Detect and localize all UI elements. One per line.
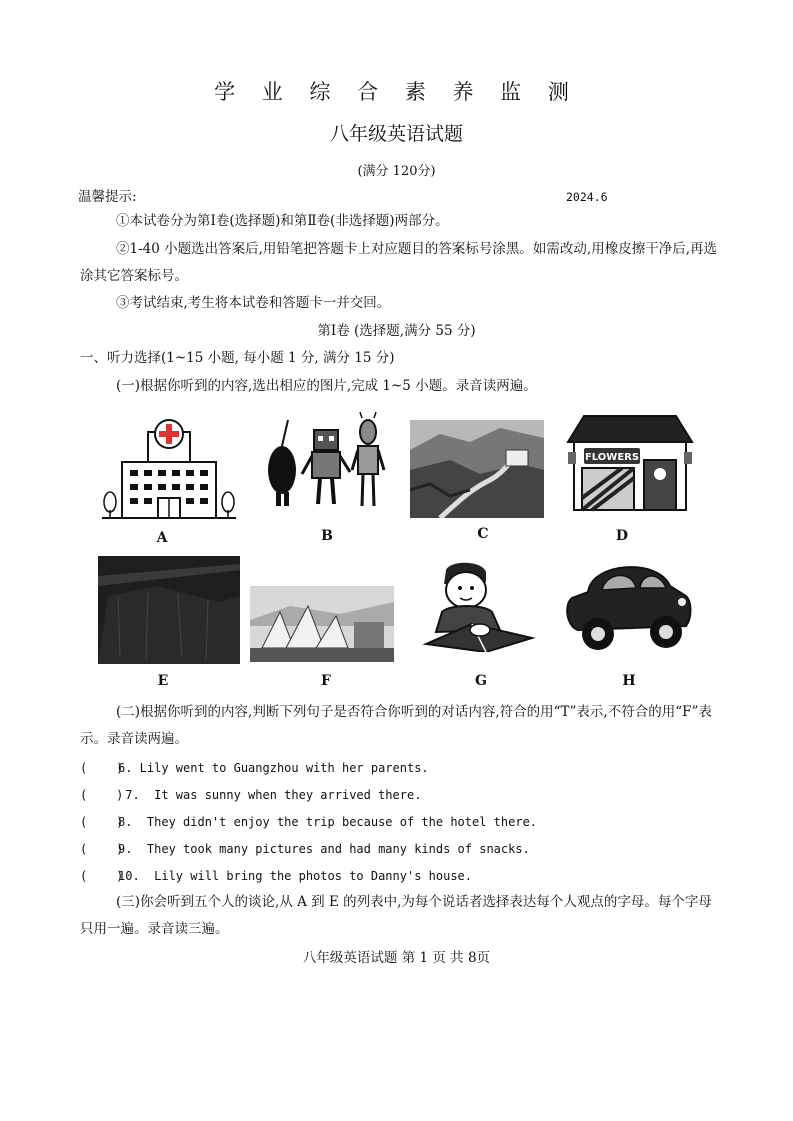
- section1-sub3: (三)你会听到五个人的谈论,从 A 到 E 的列表中,为每个说话者选择表达每个人观点的字母。每个字母只用一遍。录音读三遍。: [80, 894, 712, 937]
- statement-10: [80, 869, 472, 883]
- tips-label: 温馨提示:: [78, 189, 137, 205]
- picture-label-h: H: [622, 673, 636, 689]
- tip-3: ③考试结束,考生将本试卷和答题卡一并交回。: [116, 295, 391, 311]
- answer-paren-8[interactable]: ( ): [80, 815, 124, 829]
- section1-title: 一、听力选择(1~15 小题, 每小题 1 分, 满分 15 分): [80, 350, 395, 366]
- statement-9: [80, 842, 530, 856]
- statement-6: [80, 761, 429, 775]
- page-footer: 八年级英语试题 第 1 页 共 8页: [302, 950, 491, 966]
- part1-title: 第Ⅰ卷 (选择题,满分 55 分): [317, 323, 476, 339]
- picture-label-c: C: [477, 526, 489, 542]
- section1-sub1: (一)根据你听到的内容,选出相应的图片,完成 1~5 小题。录音读两遍。: [116, 378, 537, 394]
- tip-2: ②1-40 小题选出答案后,用铅笔把答题卡上对应题目的答案标号涂黑。如需改动,用橡皮擦干净后,再选涂其它答案标号。: [80, 241, 717, 284]
- flower-sign-text: FLOWERS: [584, 452, 640, 463]
- opera-house-photo: [250, 586, 394, 662]
- exam-date: 2024.6: [566, 190, 608, 204]
- statement-6-text: 6. Lily went to Guangzhou with her parents.: [118, 761, 429, 775]
- statement-7-text: 7. It was sunny when they arrived there.: [118, 788, 422, 802]
- statement-10-text: 10. Lily will bring the photos to Danny's house.: [118, 869, 473, 883]
- exam-title: 学 业 综 合 素 养 监 测: [214, 80, 579, 104]
- exam-subtitle: 八年级英语试题: [329, 123, 463, 145]
- picture-label-f: F: [321, 673, 331, 689]
- answer-paren-9[interactable]: ( ): [80, 842, 124, 856]
- answer-paren-7[interactable]: ( ): [80, 788, 124, 802]
- statement-9-text: 9. They took many pictures and had many kinds of snacks.: [118, 842, 530, 856]
- picture-label-b: B: [321, 528, 333, 544]
- dark-photo: [98, 556, 240, 664]
- hospital-icon: [100, 414, 238, 522]
- car-icon: [562, 552, 696, 662]
- flower-shop-icon: [564, 412, 696, 514]
- picture-label-g: G: [475, 673, 487, 689]
- section1-sub2: (二)根据你听到的内容,判断下列句子是否符合你听到的对话内容,符合的用“T”表示,不符合的用“F”表示。录音读两遍。: [80, 704, 712, 747]
- great-wall-photo: [410, 420, 544, 518]
- boy-reading-icon: [420, 560, 538, 652]
- answer-paren-6[interactable]: ( ): [80, 761, 124, 775]
- robots-icon: [262, 412, 390, 512]
- statement-8-text: 8. They didn't enjoy the trip because of the hotel there.: [118, 815, 538, 829]
- picture-label-e: E: [157, 673, 169, 689]
- full-score: (满分 120分): [357, 164, 436, 179]
- picture-label-a: A: [156, 530, 168, 546]
- statement-8: [80, 815, 537, 829]
- tip-1: ①本试卷分为第Ⅰ卷(选择题)和第Ⅱ卷(非选择题)两部分。: [116, 213, 449, 229]
- answer-paren-10[interactable]: ( ): [80, 869, 124, 883]
- statement-7: [80, 788, 421, 802]
- picture-label-d: D: [615, 528, 629, 544]
